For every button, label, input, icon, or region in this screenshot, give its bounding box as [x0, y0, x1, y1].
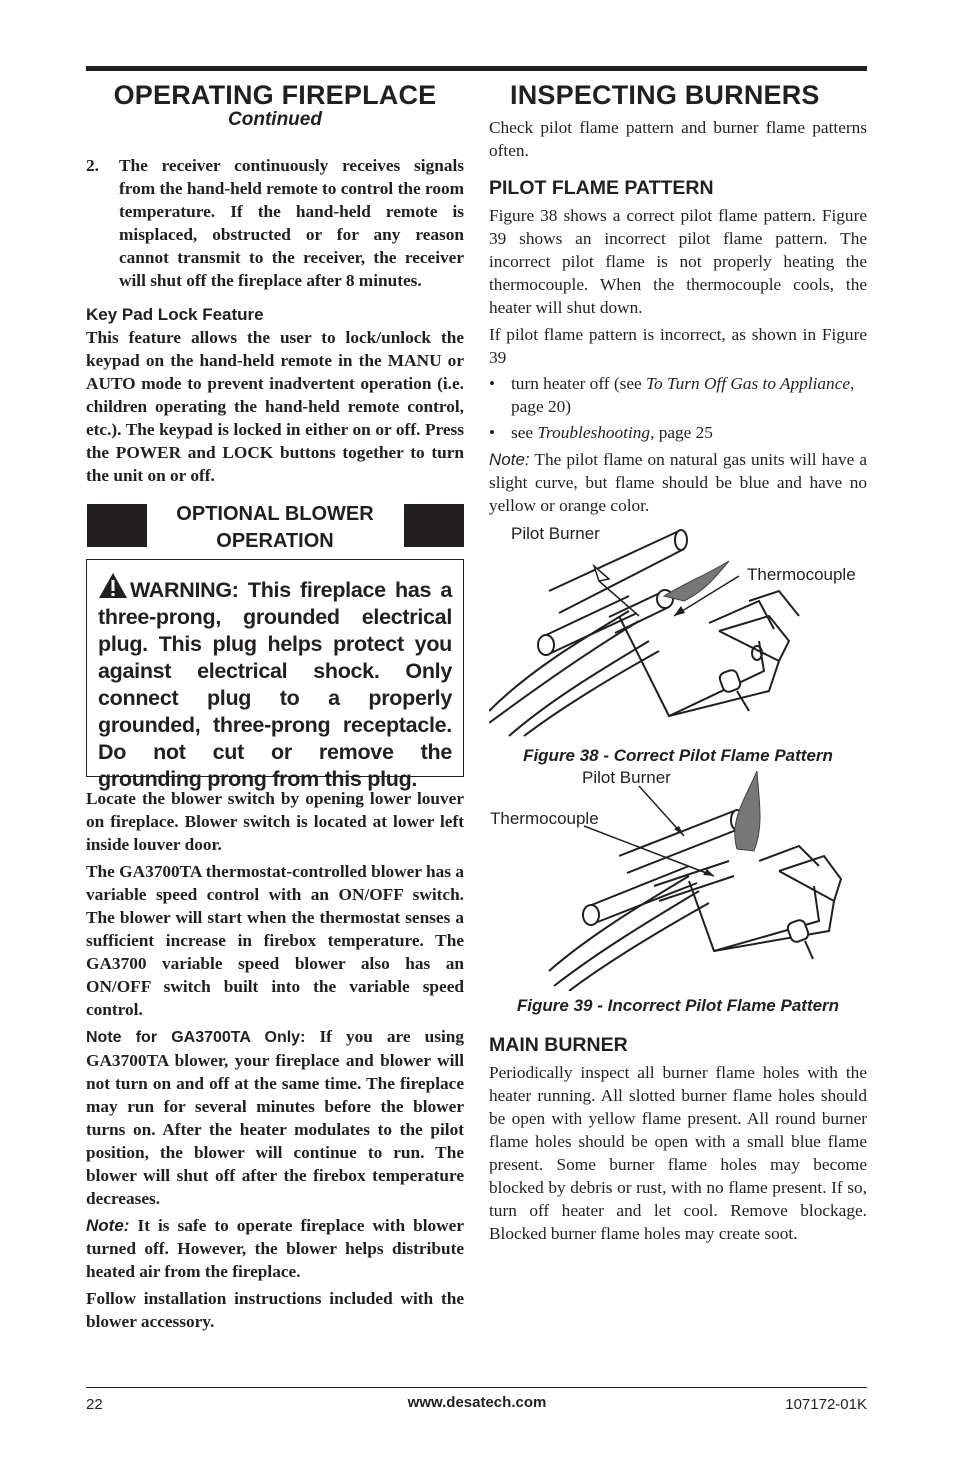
figure-39-caption: Figure 39 - Incorrect Pilot Flame Pattern — [516, 996, 840, 1015]
figure-39 — [489, 768, 867, 991]
heading-block-left — [87, 504, 147, 547]
note-ga3700ta-text: If you are using GA3700TA blower, your fireplace and blower will not turn on and off at the same time. The fireplace may run for several minutes before the blower turns on. After the heater modulates to the pilot position, the blower will continue to run. The blower will shut off after the firebox temperature decreases. — [86, 1027, 464, 1208]
label-pilot-burner: Pilot Burner — [582, 768, 671, 787]
note-safe — [86, 1214, 464, 1283]
pilot-flame-heading: PILOT FLAME PATTERN — [489, 177, 714, 199]
right-column — [489, 78, 867, 1245]
warning-triangle-icon — [98, 572, 128, 599]
para-locate: Locate the blower switch by opening lower louver on fireplace. Blower switch is located at lower left inside louver door. — [86, 789, 464, 854]
section-title-operating-fireplace: OPERATING FIREPLACE — [113, 80, 437, 110]
heading-block-right — [404, 504, 464, 547]
note-ga3700ta-label: Note for GA3700TA Only: — [86, 1029, 306, 1046]
blower-heading-line1: OPTIONAL BLOWER — [176, 503, 374, 525]
keypad-text: This feature allows the user to lock/unlock the keypad on the hand-held remote in the MANU or AUTO mode to prevent inadvertent operation (i.e. children operating the hand-held remote control, etc.). The keypad is locked in either on or off. Press the POWER and LOCK buttons together to turn the unit on or off. — [86, 328, 464, 485]
blower-heading-bar — [86, 503, 464, 552]
section-title-inspecting-burners: INSPECTING BURNERS — [510, 80, 820, 110]
blower-heading — [146, 501, 404, 555]
pilot-flame-text: Figure 38 shows a correct pilot flame pattern. Figure 39 shows an incorrect pilot flame pattern. The incorrect pilot flame is not properly heating the thermocouple. When the thermocouple cools, the heater will shut down. — [489, 206, 867, 317]
keypad-heading: Key Pad Lock Feature — [86, 305, 264, 324]
label-thermocouple: Thermocouple — [490, 809, 599, 828]
page-number: 22 — [86, 1396, 103, 1413]
website-link[interactable]: www.desatech.com — [407, 1394, 547, 1411]
note-safe-text: It is safe to operate fireplace with blower turned off. However, the blower helps distribute heated air from the fireplace. — [86, 1216, 464, 1281]
para-follow: Follow installation instructions included with the blower accessory. — [86, 1289, 464, 1331]
note-natural-gas — [489, 448, 867, 517]
label-pilot-burner: Pilot Burner — [511, 524, 600, 543]
action-list — [489, 372, 867, 444]
list-number: 2. — [86, 156, 99, 175]
para-ga3700ta: The GA3700TA thermostat-controlled blower has a variable speed control with an ON/OFF switch. The blower will start when the thermostat senses a sufficient increase in firebox temperature. The GA3700 variable speed blower also has an ON/OFF switch built into the variable speed control. — [86, 862, 464, 1019]
pilot-burner-illustration-correct — [489, 521, 869, 737]
document-code: 107172-01K — [785, 1396, 867, 1413]
main-burner-heading: MAIN BURNER — [489, 1034, 628, 1056]
note-text: The pilot flame on natural gas units will have a slight curve, but flame should be blue and have no yellow or orange color. — [489, 450, 867, 515]
main-burner-text: Periodically inspect all burner flame holes with the heater running. All slotted burner flame holes should be open with yellow flame present. All round burner flame holes should be open with a small blue flame present. Some burner flame holes may become blocked by debris or rust, with no flame present. If so, turn off heater and let cool. Remove blockage. Blocked burner flame holes may create soot. — [489, 1063, 867, 1243]
figure-38 — [489, 521, 867, 737]
xref-turn-off-gas: To Turn Off Gas to Appliance — [645, 374, 851, 393]
intro-text: Check pilot flame pattern and burner flame patterns often. — [489, 118, 867, 160]
list-item-2 — [86, 154, 464, 292]
note-safe-label: Note: — [86, 1216, 130, 1235]
note-ga3700ta — [86, 1025, 464, 1210]
top-rule — [86, 66, 867, 71]
blower-heading-line2: OPERATION — [216, 530, 334, 552]
footer-rule — [86, 1387, 867, 1388]
xref-troubleshooting: Troubleshooting — [537, 423, 651, 442]
continued-label: Continued — [228, 109, 322, 130]
left-column — [86, 78, 464, 1333]
figure-38-caption: Figure 38 - Correct Pilot Flame Pattern — [523, 746, 833, 765]
list-item-text: The receiver continuously receives signals from the hand-held remote to control the room temperature. If the hand-held remote is misplaced, obstructed or for any reason cannot transmit to the receiver, the receiver will shut off the fireplace after 8 minutes. — [119, 156, 464, 290]
list-item: • turn heater off (see To Turn Off Gas to Appliance, page 20) — [489, 374, 855, 416]
list-item: • see Troubleshooting, page 25 — [489, 423, 713, 442]
warning-text: WARNING: This fireplace has a three-prong, grounded electrical plug. This plug helps protect you against electrical shock. Only connect plug to a properly grounded, three-prong receptacle. Do not cut or remove the grounding prong from this plug. — [98, 578, 452, 791]
if-incorrect-text: If pilot flame pattern is incorrect, as shown in Figure 39 — [489, 325, 867, 367]
warning-box — [86, 559, 464, 791]
pilot-burner-illustration-incorrect — [489, 771, 869, 991]
note-label: Note: — [489, 450, 530, 469]
label-thermocouple: Thermocouple — [747, 565, 856, 584]
